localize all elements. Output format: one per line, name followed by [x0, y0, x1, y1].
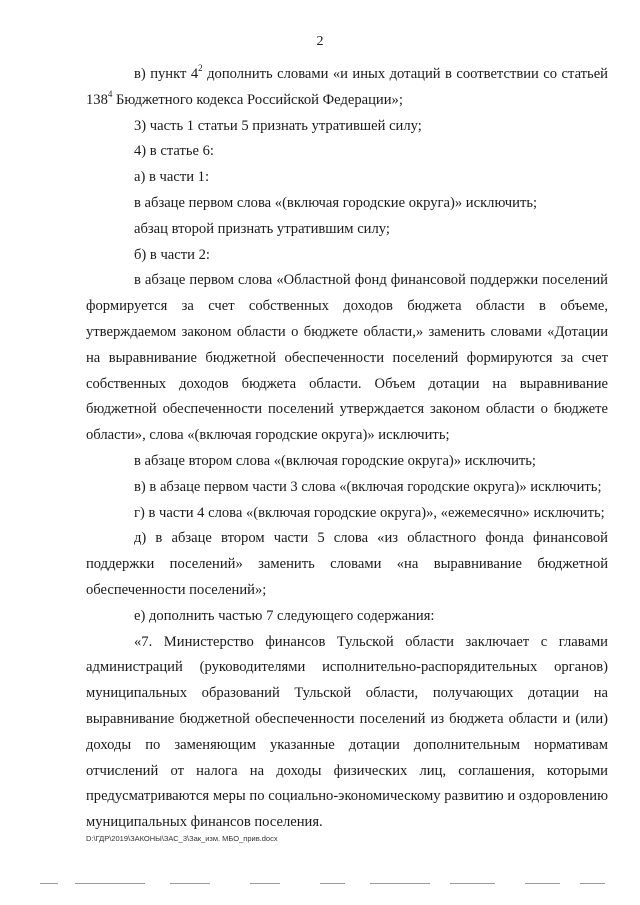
- document-body: [86, 62, 608, 836]
- paragraph-item-4: 4) в статье 6:: [134, 143, 214, 160]
- scan-artifact-lines: [20, 883, 620, 887]
- paragraph-abzac-vtorom: в абзаце втором слова «(включая городские округа)» исключить;: [134, 452, 536, 469]
- paragraph-abzac-vtoroi: абзац второй признать утратившим силу;: [134, 220, 390, 237]
- superscript: 4: [107, 88, 113, 99]
- paragraph-text: в) пункт 4: [134, 66, 199, 82]
- paragraph-item-g: г) в части 4 слова «(включая городские округа)», «ежемесячно» исключить;: [134, 504, 605, 521]
- paragraph-item-3: 3) часть 1 статьи 5 признать утратившей силу;: [134, 117, 422, 134]
- superscript: 2: [198, 63, 203, 74]
- paragraph-item-7: «7. Министерство финансов Тульской области заключает с главами администраций (руководителями исполнительно-распорядительных органов) муниципальных образований Тульской области, получающих дотации на выравнивание бюджетной обеспеченности поселений из бюджета области и (или) доходы по заменяющим указанные дотации дополнительным нормативам отчислений от налога на доходы физических лиц, соглашения, которыми предусматриваются меры по социально-экономическому развитию и оздоровлению муниципальных финансов поселения.: [86, 633, 608, 831]
- paragraph-item-v-punkt: [86, 62, 608, 114]
- paragraph-item-b: б) в части 2:: [134, 246, 210, 263]
- paragraph-item-e: е) дополнить частью 7 следующего содержания:: [134, 607, 435, 624]
- paragraph-oblastnoi-fond: в абзаце первом слова «Областной фонд финансовой поддержки поселений формируется за счет собственных доходов бюджета области в объеме, утверждаемом законом области о бюджете области,» заменить словами «Дотации на выравнивание бюджетной обеспеченности поселений формируются за счет собственных доходов бюджета области. Объем дотации на выравнивание бюджетной обеспеченности поселений утверждается законом области о бюджете области», слова «(включая городские округа)» исключить;: [86, 272, 608, 444]
- paragraph-item-v: в) в абзаце первом части 3 слова «(включая городские округа)» исключить;: [134, 478, 602, 495]
- paragraph-text: дополнить словами «и иных дотаций в соответствии со статьей 138: [86, 66, 608, 108]
- paragraph-text: Бюджетного кодекса Российской Федерации»;: [112, 91, 403, 108]
- paragraph-item-d: д) в абзаце втором части 5 слова «из областного фонда финансовой поддержки поселений» заменить словами «на выравнивание бюджетной обеспеченности поселений»;: [86, 530, 608, 598]
- paragraph-abzac-pervyi: в абзаце первом слова «(включая городские округа)» исключить;: [134, 194, 538, 211]
- paragraph-item-a: а) в части 1:: [134, 169, 210, 186]
- file-path-footer: D:\ГДР\2019\ЗАКОНЫ\ЗАС_3\Зак_изм. МБО_прив.docx: [86, 834, 278, 843]
- page-number: 2: [316, 34, 324, 49]
